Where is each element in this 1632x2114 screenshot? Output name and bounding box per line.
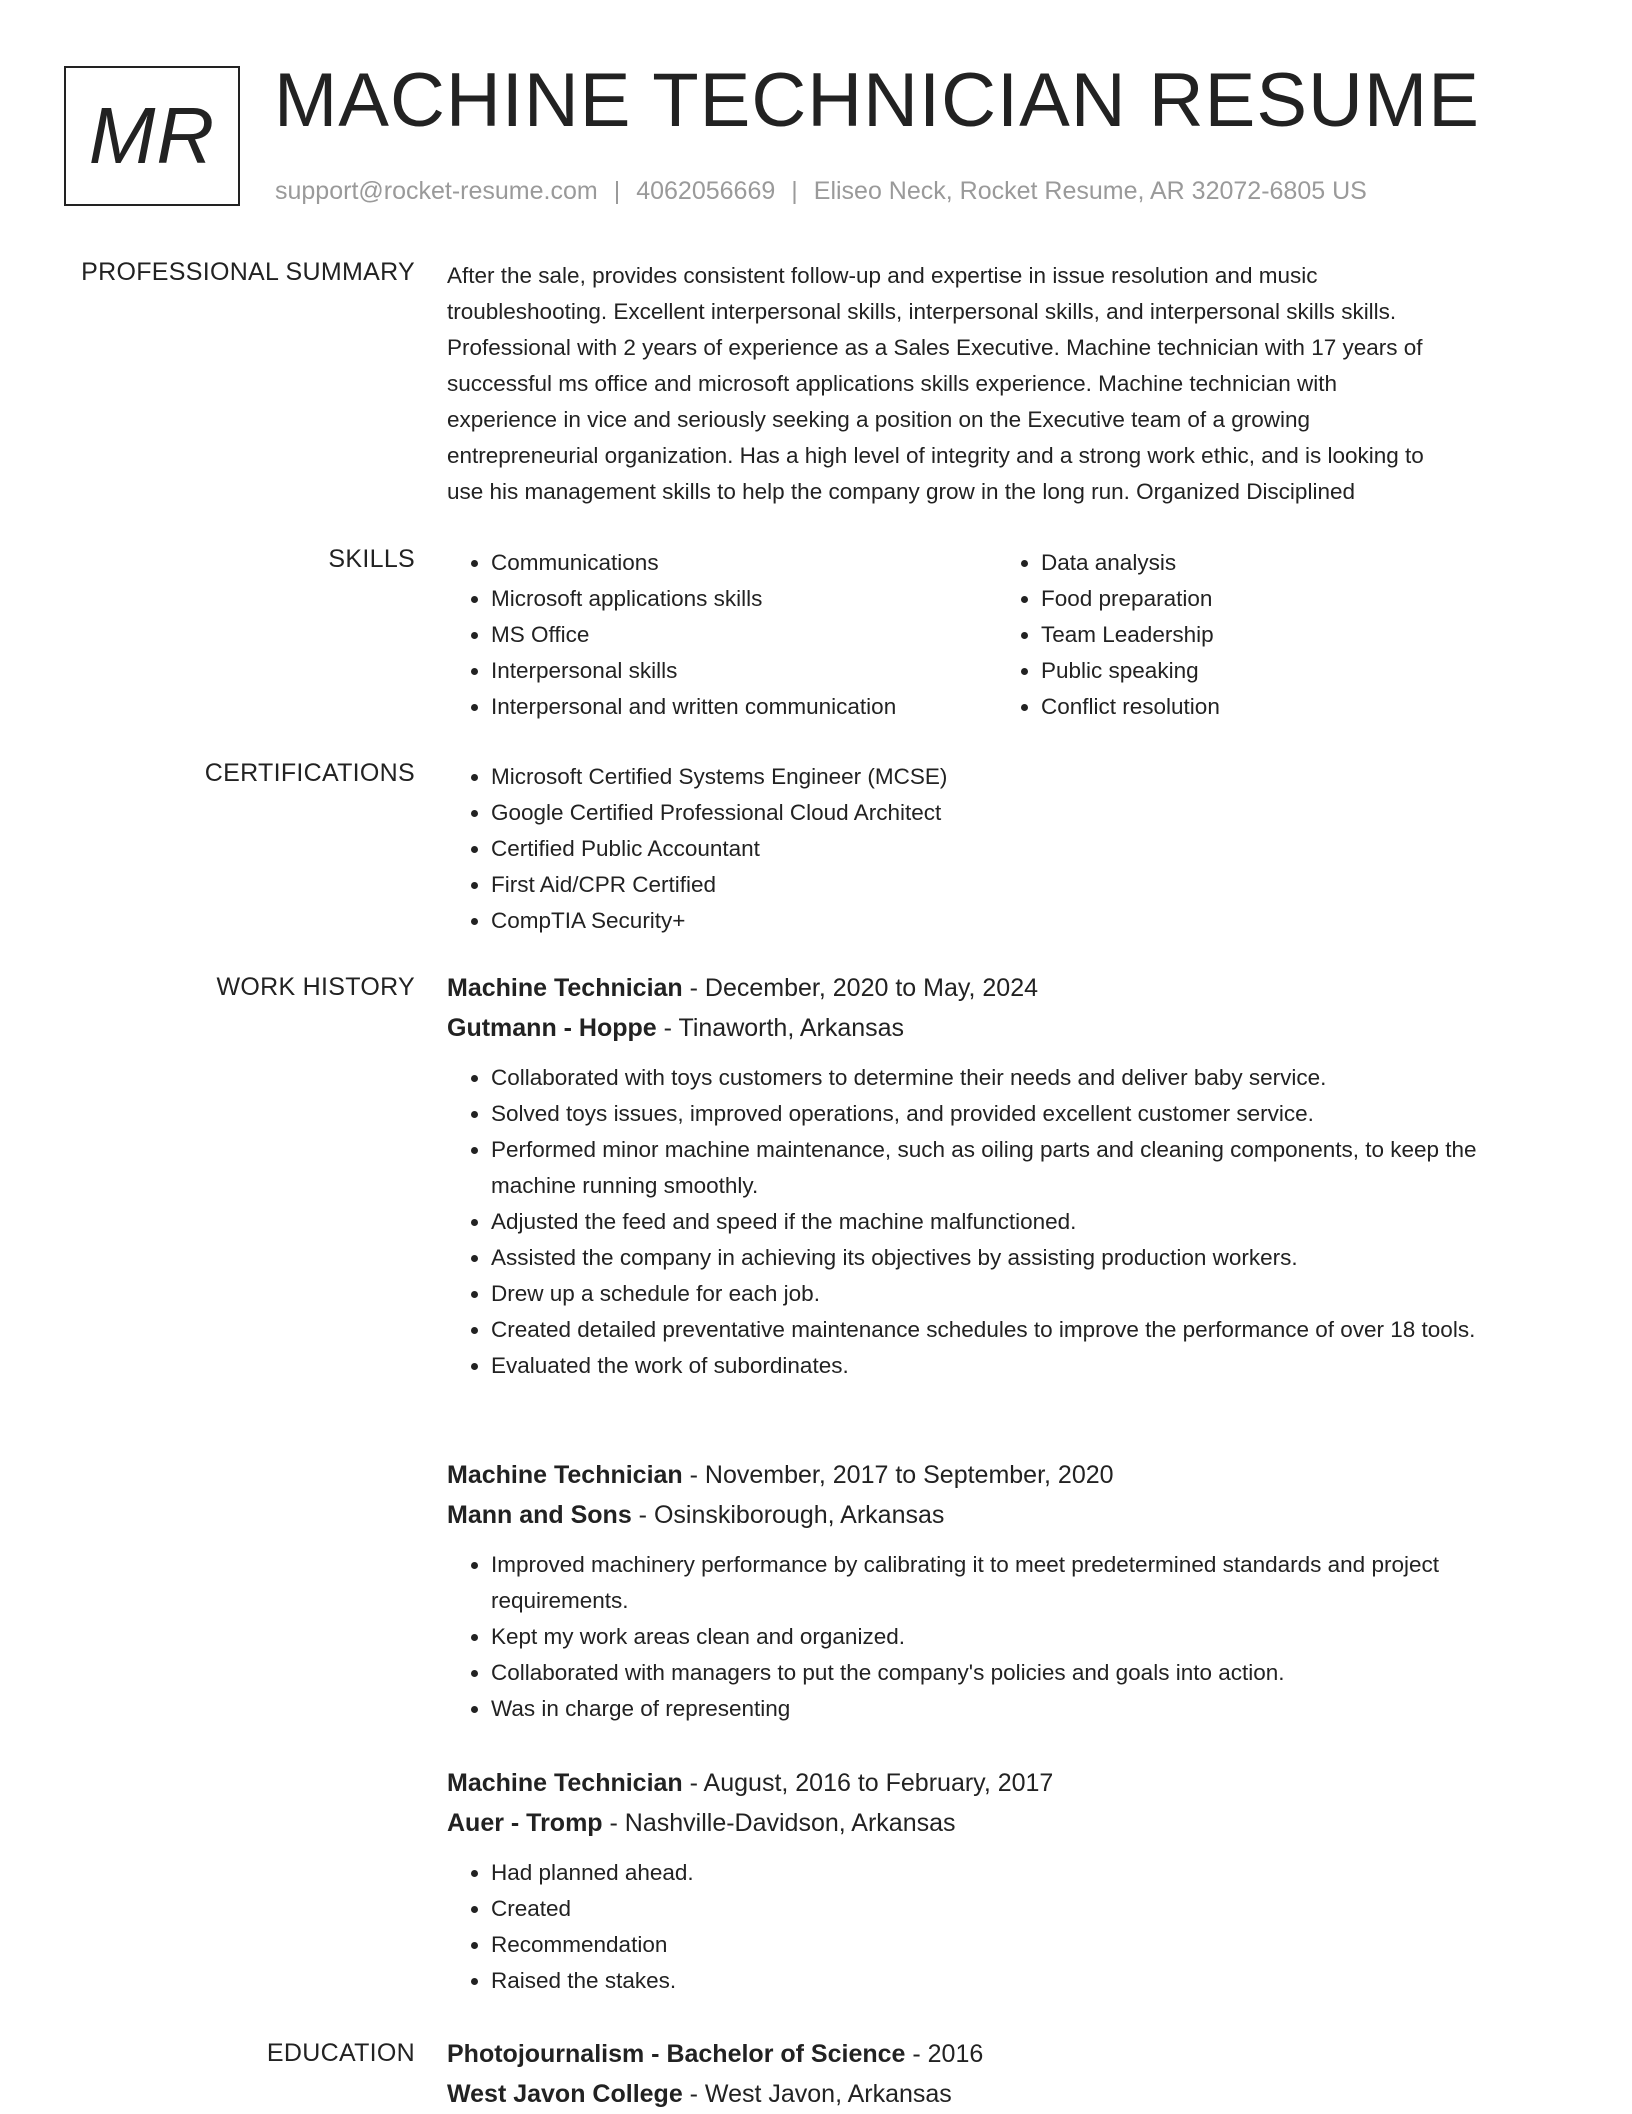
job-bullet: • Kept my work areas clean and organized.: [491, 1619, 1547, 1655]
job-dates: - August, 2016 to February, 2017: [682, 1769, 1054, 1797]
skills-list-left: [447, 545, 997, 725]
monogram-badge: MR: [64, 66, 240, 206]
summary-line: troubleshooting. Excellent interpersonal skills, interpersonal skills, and interpersonal skills skills.: [447, 299, 1397, 324]
job-bullet: • Assisted the company in achieving its objectives by assisting production workers.: [491, 1240, 1547, 1276]
section-label-education: EDUCATION: [266, 2039, 415, 2067]
job-dates: - December, 2020 to May, 2024: [682, 974, 1039, 1002]
job-bullets: [447, 1547, 1547, 1727]
section-label-summary: PROFESSIONAL SUMMARY: [81, 258, 415, 286]
education-section: [447, 2034, 1547, 2114]
summary-section: [447, 258, 1547, 510]
section-label-work-history: WORK HISTORY: [216, 973, 415, 1001]
skill-item: • Team Leadership: [1041, 617, 1547, 653]
job-bullet: • Adjusted the feed and speed if the machine malfunctioned.: [491, 1204, 1547, 1240]
job-company-line: [447, 1803, 1547, 1843]
section-label-skills: SKILLS: [328, 545, 415, 573]
contact-separator: |: [791, 177, 798, 205]
education-degree: Photojournalism - Bachelor of Science: [447, 2040, 906, 2068]
job-bullet: • Recommendation: [491, 1927, 1547, 1963]
skill-item: • Microsoft applications skills: [491, 581, 997, 617]
work-job-2: [447, 1455, 1547, 1727]
job-company-line: [447, 1495, 1547, 1535]
skill-item: • Public speaking: [1041, 653, 1547, 689]
summary-line: use his management skills to help the company grow in the long run. Organized Disciplined: [447, 479, 1355, 504]
job-company: Auer - Tromp: [447, 1809, 603, 1837]
job-bullet: • Performed minor machine maintenance, such as oiling parts and cleaning components, to keep the machine running smoothly.: [491, 1132, 1547, 1204]
resume-title: MACHINE TECHNICIAN RESUME: [274, 58, 1480, 143]
skills-list-right: [997, 545, 1547, 725]
summary-line: Professional with 2 years of experience as a Sales Executive. Machine technician with 17 years of: [447, 335, 1423, 360]
certifications-list: [447, 759, 1547, 939]
job-location: - Nashville-Davidson, Arkansas: [602, 1809, 956, 1837]
education-school-line: [447, 2074, 1547, 2114]
certification-item: • First Aid/CPR Certified: [491, 867, 1547, 903]
summary-text: [447, 258, 1547, 510]
job-location: - Tinaworth, Arkansas: [656, 1014, 905, 1042]
job-bullet: • Improved machinery performance by calibrating it to meet predetermined standards and project requirements.: [491, 1547, 1547, 1619]
education-degree-line: [447, 2034, 1547, 2074]
certification-item: • Microsoft Certified Systems Engineer (MCSE): [491, 759, 1547, 795]
summary-line: After the sale, provides consistent follow-up and expertise in issue resolution and music: [447, 263, 1318, 288]
job-bullet: • Had planned ahead.: [491, 1855, 1547, 1891]
education-year: - 2016: [905, 2040, 984, 2068]
contact-phone: 4062056669: [636, 177, 776, 205]
job-title: Machine Technician: [447, 974, 683, 1002]
work-job-1: [447, 968, 1547, 1384]
summary-line: successful ms office and microsoft applications skills experience. Machine technician with: [447, 371, 1337, 396]
job-bullet: • Was in charge of representing: [491, 1691, 1547, 1727]
contact-line: [275, 174, 1367, 208]
job-company: Mann and Sons: [447, 1501, 632, 1529]
skill-item: • Data analysis: [1041, 545, 1547, 581]
job-location: - Osinskiborough, Arkansas: [631, 1501, 945, 1529]
job-bullet: • Collaborated with toys customers to determine their needs and deliver baby service.: [491, 1060, 1547, 1096]
summary-line: experience in vice and seriously seeking a position on the Executive team of a growing: [447, 407, 1310, 432]
certifications-section: [447, 759, 1547, 939]
skill-item: • Conflict resolution: [1041, 689, 1547, 725]
job-company-line: [447, 1008, 1547, 1048]
job-title-line: [447, 1763, 1547, 1803]
certification-item: • Certified Public Accountant: [491, 831, 1547, 867]
job-bullets: [447, 1855, 1547, 1999]
skill-item: • Food preparation: [1041, 581, 1547, 617]
summary-line: entrepreneurial organization. Has a high level of integrity and a strong work ethic, and is looking to: [447, 443, 1424, 468]
contact-email: support@rocket-resume.com: [275, 177, 598, 205]
education-school: West Javon College: [447, 2080, 683, 2108]
job-title: Machine Technician: [447, 1769, 683, 1797]
skills-section: [447, 545, 1547, 725]
job-bullet: • Raised the stakes.: [491, 1963, 1547, 1999]
job-bullet: • Solved toys issues, improved operations, and provided excellent customer service.: [491, 1096, 1547, 1132]
job-bullet: • Created detailed preventative maintenance schedules to improve the performance of over 18 tools.: [491, 1312, 1547, 1348]
education-location: - West Javon, Arkansas: [682, 2080, 952, 2108]
job-bullet: • Created: [491, 1891, 1547, 1927]
job-bullets: [447, 1060, 1547, 1384]
contact-address: Eliseo Neck, Rocket Resume, AR 32072-6805 US: [813, 177, 1367, 205]
job-company: Gutmann - Hoppe: [447, 1014, 657, 1042]
skill-item: • Interpersonal skills: [491, 653, 997, 689]
job-title: Machine Technician: [447, 1461, 683, 1489]
skill-item: • Interpersonal and written communication: [491, 689, 997, 725]
job-dates: - November, 2017 to September, 2020: [682, 1461, 1114, 1489]
job-title-line: [447, 1455, 1547, 1495]
section-label-certifications: CERTIFICATIONS: [204, 759, 415, 787]
skill-item: • MS Office: [491, 617, 997, 653]
job-title-line: [447, 968, 1547, 1008]
job-bullet: • Collaborated with managers to put the company's policies and goals into action.: [491, 1655, 1547, 1691]
job-bullet: • Evaluated the work of subordinates.: [491, 1348, 1547, 1384]
certification-item: • Google Certified Professional Cloud Architect: [491, 795, 1547, 831]
contact-separator: |: [613, 177, 621, 205]
certification-item: • CompTIA Security+: [491, 903, 1547, 939]
job-bullet: • Drew up a schedule for each job.: [491, 1276, 1547, 1312]
work-job-3: [447, 1763, 1547, 1999]
skill-item: • Communications: [491, 545, 997, 581]
